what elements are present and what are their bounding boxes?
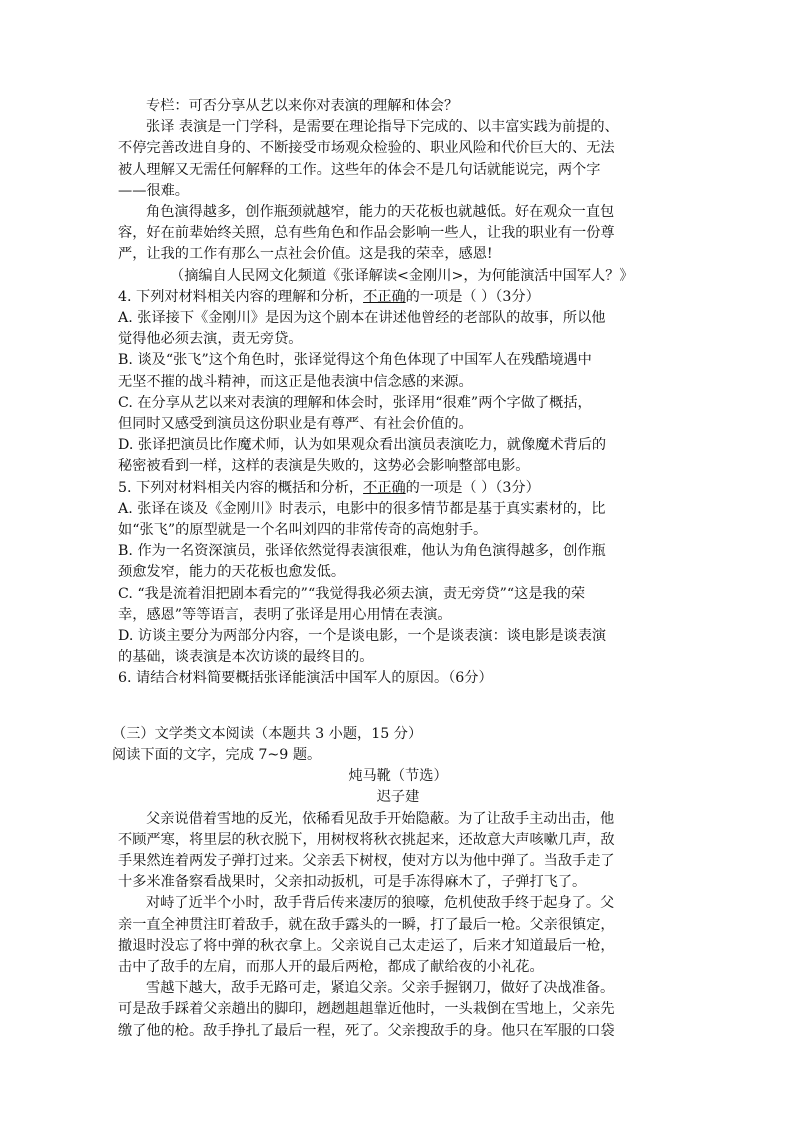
q5-option-d: D. 访谈主要分为两部分内容，一个是谈电影，一个是谈表演：谈电影是谈表演 bbox=[118, 628, 607, 645]
question-5-stem: 5. 下列对材料相关内容的概括和分析，不正确的一项是（ ）（3分） bbox=[118, 479, 540, 496]
q4-option-c: C. 在分享从艺以来对表演的理解和体会时，张译用“很难”两个字做了概括， bbox=[118, 394, 592, 411]
q4-option-c-cont: 但同时又感受到演员这份职业是有尊严、有社会价值的。 bbox=[118, 416, 473, 433]
interview-answer-line: 张译 表演是一门学科，是需要在理论指导下完成的、以丰富实践为前提的、 bbox=[146, 119, 619, 136]
source-citation: （摘编自人民网文化频道《张译解读<金刚川>，为何能演活中国军人？》 bbox=[170, 267, 634, 284]
q5-option-a: A. 张译在谈及《金刚川》时表示，电影中的很多情节都是基于真实素材的，比 bbox=[118, 500, 606, 517]
q5-option-d-cont: 的基础，谈表演是本次访谈的最终目的。 bbox=[118, 649, 374, 666]
story-line: 击中了敌手的左肩，而那人开的最后两枪，都成了献给夜的小礼花。 bbox=[118, 958, 544, 975]
q5-option-b: B. 作为一名资深演员，张译依然觉得表演很难，他认为角色演得越多，创作瓶 bbox=[118, 543, 606, 560]
story-author: 迟子建 bbox=[376, 789, 420, 806]
exam-page bbox=[112, 96, 678, 1042]
q5-option-a-cont: 如“张飞”的原型就是一个名叫刘四的非常传奇的高炮射手。 bbox=[118, 522, 488, 539]
interview-answer-line: 严，让我的工作有那么一点社会价值。这是我的荣幸，感恩! bbox=[118, 246, 493, 263]
story-line: 可是敌手踩着父亲趟出的脚印，趔趔趄趄靠近他时，一头栽倒在雪地上，父亲先 bbox=[118, 1001, 615, 1018]
q5-option-b-cont: 颈愈发窄，能力的天花板也愈发低。 bbox=[118, 564, 346, 581]
story-line: 手果然连着两发子弹打过来。父亲丢下树杈，使对方以为他中弹了。当敌手走了 bbox=[118, 852, 615, 869]
emphasis-underline: 不正确 bbox=[363, 288, 406, 305]
q4-option-a-cont: 觉得他必须去演，责无旁贷。 bbox=[118, 331, 303, 348]
q4-option-a: A. 张译接下《金刚川》是因为这个剧本在讲述他曾经的老部队的故事，所以他 bbox=[118, 310, 606, 327]
story-line: 亲一直全神贯注盯着敌手，就在敌手露头的一瞬，打了最后一枪。父亲很镇定， bbox=[118, 916, 615, 933]
question-6: 6. 请结合材料简要概括张译能演活中国军人的原因。（6分） bbox=[118, 670, 493, 687]
story-line: 不顾严寒，将里层的秋衣脱下，用树杈将秋衣挑起来，还故意大声咳嗽几声，敌 bbox=[118, 831, 615, 848]
interview-answer-line: 容，好在前辈始终关照，总有些角色和作品会影响一些人，让我的职业有一份尊 bbox=[118, 225, 615, 242]
story-line: 缴了他的枪。敌手挣扎了最后一程，死了。父亲搜敌手的身。他只在军服的口袋 bbox=[118, 1022, 615, 1039]
emphasis-underline: 不正确 bbox=[363, 479, 406, 496]
story-line: 对峙了近半个小时，敌手背后传来凄厉的狼嚎，危机使敌手终于起身了。父 bbox=[146, 895, 615, 912]
story-line: 十多米准备察看战果时，父亲扣动扳机，可是手冻得麻木了，子弹打飞了。 bbox=[118, 874, 587, 891]
interview-answer-line: ——很难。 bbox=[118, 182, 189, 199]
q5-option-c-cont: 幸，感恩”等等语言，表明了张译是用心用情在表演。 bbox=[118, 606, 452, 623]
story-title: 炖马靴（节选） bbox=[348, 768, 448, 785]
question-4-stem: 4. 下列对材料相关内容的理解和分析，不正确的一项是（ ）（3分） bbox=[118, 288, 540, 305]
q5-option-c: C. “我是流着泪把剧本看完的”“我觉得我必须去演，责无旁贷”“这是我的荣 bbox=[118, 585, 586, 602]
answer-space bbox=[118, 690, 678, 720]
interview-answer-line: 被人理解又无需任何解释的工作。这些年的体会不是几句话就能说完，两个字 bbox=[118, 161, 601, 178]
story-line: 父亲说借着雪地的反光，依稀看见敌手开始隐蔽。为了让敌手主动出击，他 bbox=[146, 810, 615, 827]
story-line: 雪越下越大，敌手无路可走，紧追父亲。父亲手握钢刀，做好了决战准备。 bbox=[146, 980, 615, 997]
story-line: 撤退时没忘了将中弹的秋衣拿上。父亲说自己太走运了，后来才知道最后一枪， bbox=[118, 937, 615, 954]
section-3-instruction: 阅读下面的文字，完成 7~9 题。 bbox=[112, 746, 322, 763]
interview-question: 专栏：可否分享从艺以来你对表演的理解和体会？ bbox=[146, 98, 459, 114]
interview-answer-line: 不停完善改进自身的、不断接受市场观众检验的、职业风险和代价巨大的、无法 bbox=[118, 140, 615, 157]
q4-option-d-cont: 秘密被看到一样，这样的表演是失败的，这势必会影响整部电影。 bbox=[118, 458, 530, 475]
q4-option-b: B. 谈及“张飞”这个角色时，张译觉得这个角色体现了中国军人在残酷境遇中 bbox=[118, 352, 592, 369]
interview-answer-line: 角色演得越多，创作瓶颈就越窄，能力的天花板也就越低。好在观众一直包 bbox=[146, 204, 615, 221]
section-3-heading: （三）文学类文本阅读（本题共 3 小题，15 分） bbox=[112, 725, 423, 742]
q4-option-b-cont: 无坚不摧的战斗精神，而这正是他表演中信念感的来源。 bbox=[118, 373, 473, 390]
q4-option-d: D. 张译把演员比作魔术师，认为如果观众看出演员表演吃力，就像魔术背后的 bbox=[118, 437, 607, 454]
